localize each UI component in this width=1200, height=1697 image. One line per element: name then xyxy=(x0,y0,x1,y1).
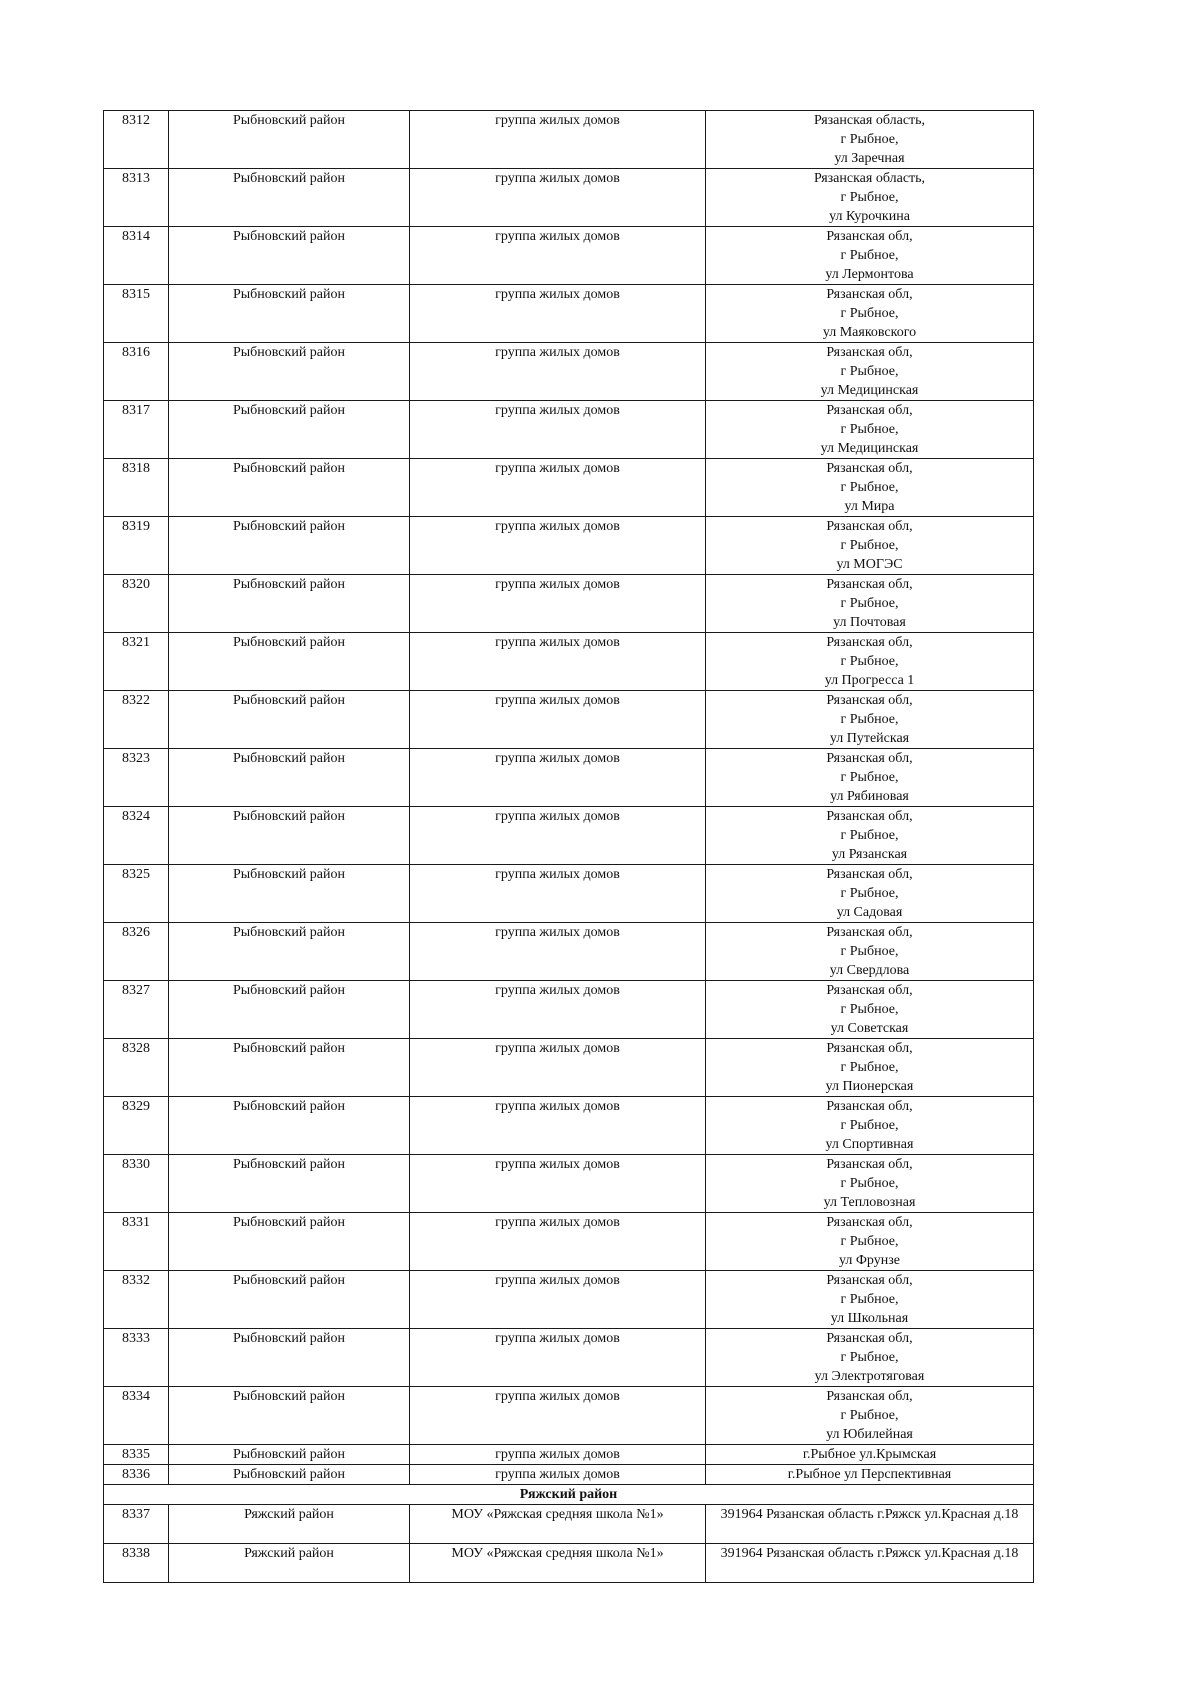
cell-address xyxy=(706,227,1034,285)
cell-num: 8330 xyxy=(104,1155,169,1213)
cell-address xyxy=(706,1329,1034,1387)
cell-object: группа жилых домов xyxy=(410,401,706,459)
table-row xyxy=(104,1505,1034,1544)
cell-object: группа жилых домов xyxy=(410,923,706,981)
address-line: г Рыбное, xyxy=(840,828,899,843)
cell-object: МОУ «Ряжская средняя школа №1» xyxy=(410,1505,706,1544)
address-line: ул Мира xyxy=(844,499,895,514)
address-line: г Рыбное, xyxy=(840,1408,899,1423)
address-line: г Рыбное, xyxy=(840,596,899,611)
cell-address xyxy=(706,749,1034,807)
cell-address xyxy=(706,401,1034,459)
cell-address xyxy=(706,633,1034,691)
cell-object: группа жилых домов xyxy=(410,691,706,749)
cell-num: 8322 xyxy=(104,691,169,749)
address-line: ул Юбилейная xyxy=(826,1427,913,1442)
table-row xyxy=(104,1445,1034,1465)
table-row xyxy=(104,1097,1034,1155)
address-line: г Рыбное, xyxy=(840,248,899,263)
cell-num: 8314 xyxy=(104,227,169,285)
table-row xyxy=(104,1544,1034,1583)
address-line: г Рыбное, xyxy=(840,306,899,321)
address-line: ул Лермонтова xyxy=(825,267,914,282)
address-line: г.Рыбное ул.Крымская xyxy=(802,1447,937,1462)
cell-district: Рыбновский район xyxy=(169,575,410,633)
address-line: г Рыбное, xyxy=(840,480,899,495)
address-line: г Рыбное, xyxy=(840,1234,899,1249)
cell-object: группа жилых домов xyxy=(410,111,706,169)
address-line: Рязанская обл, xyxy=(826,867,913,882)
cell-address xyxy=(706,1097,1034,1155)
address-line: ул Заречная xyxy=(834,151,905,166)
address-line: ул Рябиновая xyxy=(830,789,909,804)
cell-object: группа жилых домов xyxy=(410,1213,706,1271)
cell-district: Рыбновский район xyxy=(169,1155,410,1213)
table-row xyxy=(104,1213,1034,1271)
cell-num: 8324 xyxy=(104,807,169,865)
address-line: ул Спортивная xyxy=(825,1137,914,1152)
address-line: Рязанская обл, xyxy=(826,1331,913,1346)
cell-district: Рыбновский район xyxy=(169,1465,410,1485)
table-row xyxy=(104,1271,1034,1329)
cell-district: Рыбновский район xyxy=(169,401,410,459)
cell-address xyxy=(706,1039,1034,1097)
cell-district: Рыбновский район xyxy=(169,923,410,981)
table-row xyxy=(104,517,1034,575)
address-line: Рязанская обл, xyxy=(826,751,913,766)
address-line: г Рыбное, xyxy=(840,770,899,785)
table-row xyxy=(104,1465,1034,1485)
address-line: ул Свердлова xyxy=(829,963,910,978)
cell-district: Рыбновский район xyxy=(169,749,410,807)
cell-address xyxy=(706,1387,1034,1445)
cell-address xyxy=(706,343,1034,401)
cell-object: группа жилых домов xyxy=(410,227,706,285)
cell-district: Ряжский район xyxy=(169,1505,410,1544)
cell-object: группа жилых домов xyxy=(410,1097,706,1155)
cell-object: группа жилых домов xyxy=(410,1445,706,1465)
cell-num: 8320 xyxy=(104,575,169,633)
cell-object: группа жилых домов xyxy=(410,865,706,923)
cell-num: 8319 xyxy=(104,517,169,575)
cell-district: Рыбновский район xyxy=(169,1271,410,1329)
address-line: г Рыбное, xyxy=(840,1118,899,1133)
address-line: Рязанская область, xyxy=(813,113,926,128)
address-line: ул Рязанская xyxy=(831,847,908,862)
cell-address xyxy=(706,285,1034,343)
cell-object: группа жилых домов xyxy=(410,807,706,865)
cell-object: группа жилых домов xyxy=(410,981,706,1039)
address-line: ул Школьная xyxy=(830,1311,909,1326)
cell-num: 8334 xyxy=(104,1387,169,1445)
cell-num: 8332 xyxy=(104,1271,169,1329)
address-line: Рязанская обл, xyxy=(826,1215,913,1230)
cell-num: 8316 xyxy=(104,343,169,401)
cell-address xyxy=(706,1544,1034,1583)
section-title: Ряжский район xyxy=(104,1485,1034,1505)
cell-object: группа жилых домов xyxy=(410,285,706,343)
table-row xyxy=(104,401,1034,459)
cell-district: Рыбновский район xyxy=(169,807,410,865)
table-row xyxy=(104,981,1034,1039)
address-line: ул Курочкина xyxy=(829,209,910,224)
cell-num: 8337 xyxy=(104,1505,169,1544)
address-line: Рязанская обл, xyxy=(826,983,913,998)
cell-district: Рыбновский район xyxy=(169,1329,410,1387)
cell-address xyxy=(706,517,1034,575)
cell-district: Рыбновский район xyxy=(169,1213,410,1271)
address-line: Рязанская обл, xyxy=(826,229,913,244)
address-line: ул Почтовая xyxy=(833,615,906,630)
cell-address xyxy=(706,691,1034,749)
cell-address xyxy=(706,1213,1034,1271)
table-row xyxy=(104,459,1034,517)
cell-address xyxy=(706,575,1034,633)
table-body xyxy=(104,111,1034,1583)
cell-object: группа жилых домов xyxy=(410,343,706,401)
address-line: Рязанская обл, xyxy=(826,693,913,708)
cell-address xyxy=(706,169,1034,227)
table-row xyxy=(104,1387,1034,1445)
address-line: 391964 Рязанская область г.Ряжск ул.Красная д.18 xyxy=(720,1546,1019,1561)
table-row xyxy=(104,169,1034,227)
cell-address xyxy=(706,807,1034,865)
address-line: Рязанская обл, xyxy=(826,577,913,592)
table-row xyxy=(104,691,1034,749)
table-row xyxy=(104,1155,1034,1213)
cell-object: группа жилых домов xyxy=(410,575,706,633)
table-row xyxy=(104,865,1034,923)
address-line: г Рыбное, xyxy=(840,1060,899,1075)
cell-object: группа жилых домов xyxy=(410,633,706,691)
cell-district: Рыбновский район xyxy=(169,169,410,227)
address-line: 391964 Рязанская область г.Ряжск ул.Красная д.18 xyxy=(720,1507,1019,1522)
cell-object: группа жилых домов xyxy=(410,1387,706,1445)
table-row xyxy=(104,749,1034,807)
cell-object: группа жилых домов xyxy=(410,1465,706,1485)
cell-object: группа жилых домов xyxy=(410,749,706,807)
address-line: ул Фрунзе xyxy=(839,1253,900,1268)
address-line: Рязанская обл, xyxy=(826,1389,913,1404)
cell-district: Рыбновский район xyxy=(169,1387,410,1445)
address-line: Рязанская обл, xyxy=(826,287,913,302)
address-line: Рязанская обл, xyxy=(826,461,913,476)
cell-num: 8336 xyxy=(104,1465,169,1485)
cell-object: группа жилых домов xyxy=(410,517,706,575)
cell-address xyxy=(706,1445,1034,1465)
cell-address xyxy=(706,1465,1034,1485)
cell-num: 8317 xyxy=(104,401,169,459)
cell-address xyxy=(706,111,1034,169)
cell-district: Рыбновский район xyxy=(169,981,410,1039)
cell-address xyxy=(706,1505,1034,1544)
table-row xyxy=(104,923,1034,981)
address-line: Рязанская обл, xyxy=(826,635,913,650)
cell-district: Рыбновский район xyxy=(169,343,410,401)
table-row xyxy=(104,633,1034,691)
address-line: ул Прогресса 1 xyxy=(824,673,915,688)
cell-address xyxy=(706,459,1034,517)
table-row xyxy=(104,285,1034,343)
address-line: ул Электротяговая xyxy=(814,1369,925,1384)
address-line: ул Маяковского xyxy=(822,325,917,340)
cell-district: Рыбновский район xyxy=(169,633,410,691)
address-line: г Рыбное, xyxy=(840,1176,899,1191)
cell-district: Рыбновский район xyxy=(169,285,410,343)
section-header-row xyxy=(104,1485,1034,1505)
address-line: г Рыбное, xyxy=(840,132,899,147)
cell-num: 8331 xyxy=(104,1213,169,1271)
cell-address xyxy=(706,981,1034,1039)
table-row xyxy=(104,1039,1034,1097)
cell-object: группа жилых домов xyxy=(410,1155,706,1213)
cell-object: группа жилых домов xyxy=(410,169,706,227)
address-line: ул Пионерская xyxy=(825,1079,914,1094)
address-line: г.Рыбное ул Перспективная xyxy=(787,1467,952,1482)
table-row xyxy=(104,1329,1034,1387)
address-line: Рязанская обл, xyxy=(826,1273,913,1288)
address-line: г Рыбное, xyxy=(840,1002,899,1017)
cell-num: 8335 xyxy=(104,1445,169,1465)
table-row xyxy=(104,807,1034,865)
cell-num: 8318 xyxy=(104,459,169,517)
address-line: Рязанская обл, xyxy=(826,809,913,824)
address-line: Рязанская область, xyxy=(813,171,926,186)
cell-district: Рыбновский район xyxy=(169,1039,410,1097)
address-line: Рязанская обл, xyxy=(826,1099,913,1114)
address-line: ул Медицинская xyxy=(820,383,919,398)
address-line: ул Советская xyxy=(830,1021,909,1036)
table-row xyxy=(104,227,1034,285)
address-line: г Рыбное, xyxy=(840,190,899,205)
cell-object: группа жилых домов xyxy=(410,459,706,517)
address-line: ул Садовая xyxy=(836,905,903,920)
address-line: Рязанская обл, xyxy=(826,403,913,418)
cell-num: 8323 xyxy=(104,749,169,807)
cell-num: 8313 xyxy=(104,169,169,227)
cell-num: 8327 xyxy=(104,981,169,1039)
address-line: ул МОГЭС xyxy=(836,557,903,572)
address-line: ул Медицинская xyxy=(820,441,919,456)
cell-num: 8325 xyxy=(104,865,169,923)
address-line: г Рыбное, xyxy=(840,944,899,959)
cell-num: 8315 xyxy=(104,285,169,343)
address-line: ул Путейская xyxy=(829,731,910,746)
cell-address xyxy=(706,865,1034,923)
cell-district: Рыбновский район xyxy=(169,459,410,517)
address-line: г Рыбное, xyxy=(840,364,899,379)
cell-district: Рыбновский район xyxy=(169,111,410,169)
cell-num: 8338 xyxy=(104,1544,169,1583)
cell-object: группа жилых домов xyxy=(410,1039,706,1097)
cell-district: Рыбновский район xyxy=(169,1445,410,1465)
cell-num: 8333 xyxy=(104,1329,169,1387)
cell-object: группа жилых домов xyxy=(410,1271,706,1329)
cell-num: 8326 xyxy=(104,923,169,981)
data-table xyxy=(103,110,1034,1583)
address-line: г Рыбное, xyxy=(840,422,899,437)
cell-address xyxy=(706,1271,1034,1329)
address-line: г Рыбное, xyxy=(840,886,899,901)
cell-num: 8321 xyxy=(104,633,169,691)
address-line: Рязанская обл, xyxy=(826,519,913,534)
cell-num: 8329 xyxy=(104,1097,169,1155)
cell-district: Рыбновский район xyxy=(169,691,410,749)
address-line: Рязанская обл, xyxy=(826,1041,913,1056)
address-line: г Рыбное, xyxy=(840,1350,899,1365)
address-line: г Рыбное, xyxy=(840,654,899,669)
table-row xyxy=(104,575,1034,633)
cell-num: 8312 xyxy=(104,111,169,169)
table-row xyxy=(104,343,1034,401)
address-line: Рязанская обл, xyxy=(826,345,913,360)
cell-object: МОУ «Ряжская средняя школа №1» xyxy=(410,1544,706,1583)
cell-district: Рыбновский район xyxy=(169,865,410,923)
address-line: Рязанская обл, xyxy=(826,925,913,940)
address-line: ул Тепловозная xyxy=(823,1195,916,1210)
address-line: г Рыбное, xyxy=(840,538,899,553)
cell-district: Ряжский район xyxy=(169,1544,410,1583)
cell-address xyxy=(706,1155,1034,1213)
address-line: Рязанская обл, xyxy=(826,1157,913,1172)
address-line: г Рыбное, xyxy=(840,712,899,727)
table-row xyxy=(104,111,1034,169)
cell-district: Рыбновский район xyxy=(169,227,410,285)
cell-object: группа жилых домов xyxy=(410,1329,706,1387)
cell-num: 8328 xyxy=(104,1039,169,1097)
cell-district: Рыбновский район xyxy=(169,1097,410,1155)
address-line: г Рыбное, xyxy=(840,1292,899,1307)
cell-address xyxy=(706,923,1034,981)
cell-district: Рыбновский район xyxy=(169,517,410,575)
